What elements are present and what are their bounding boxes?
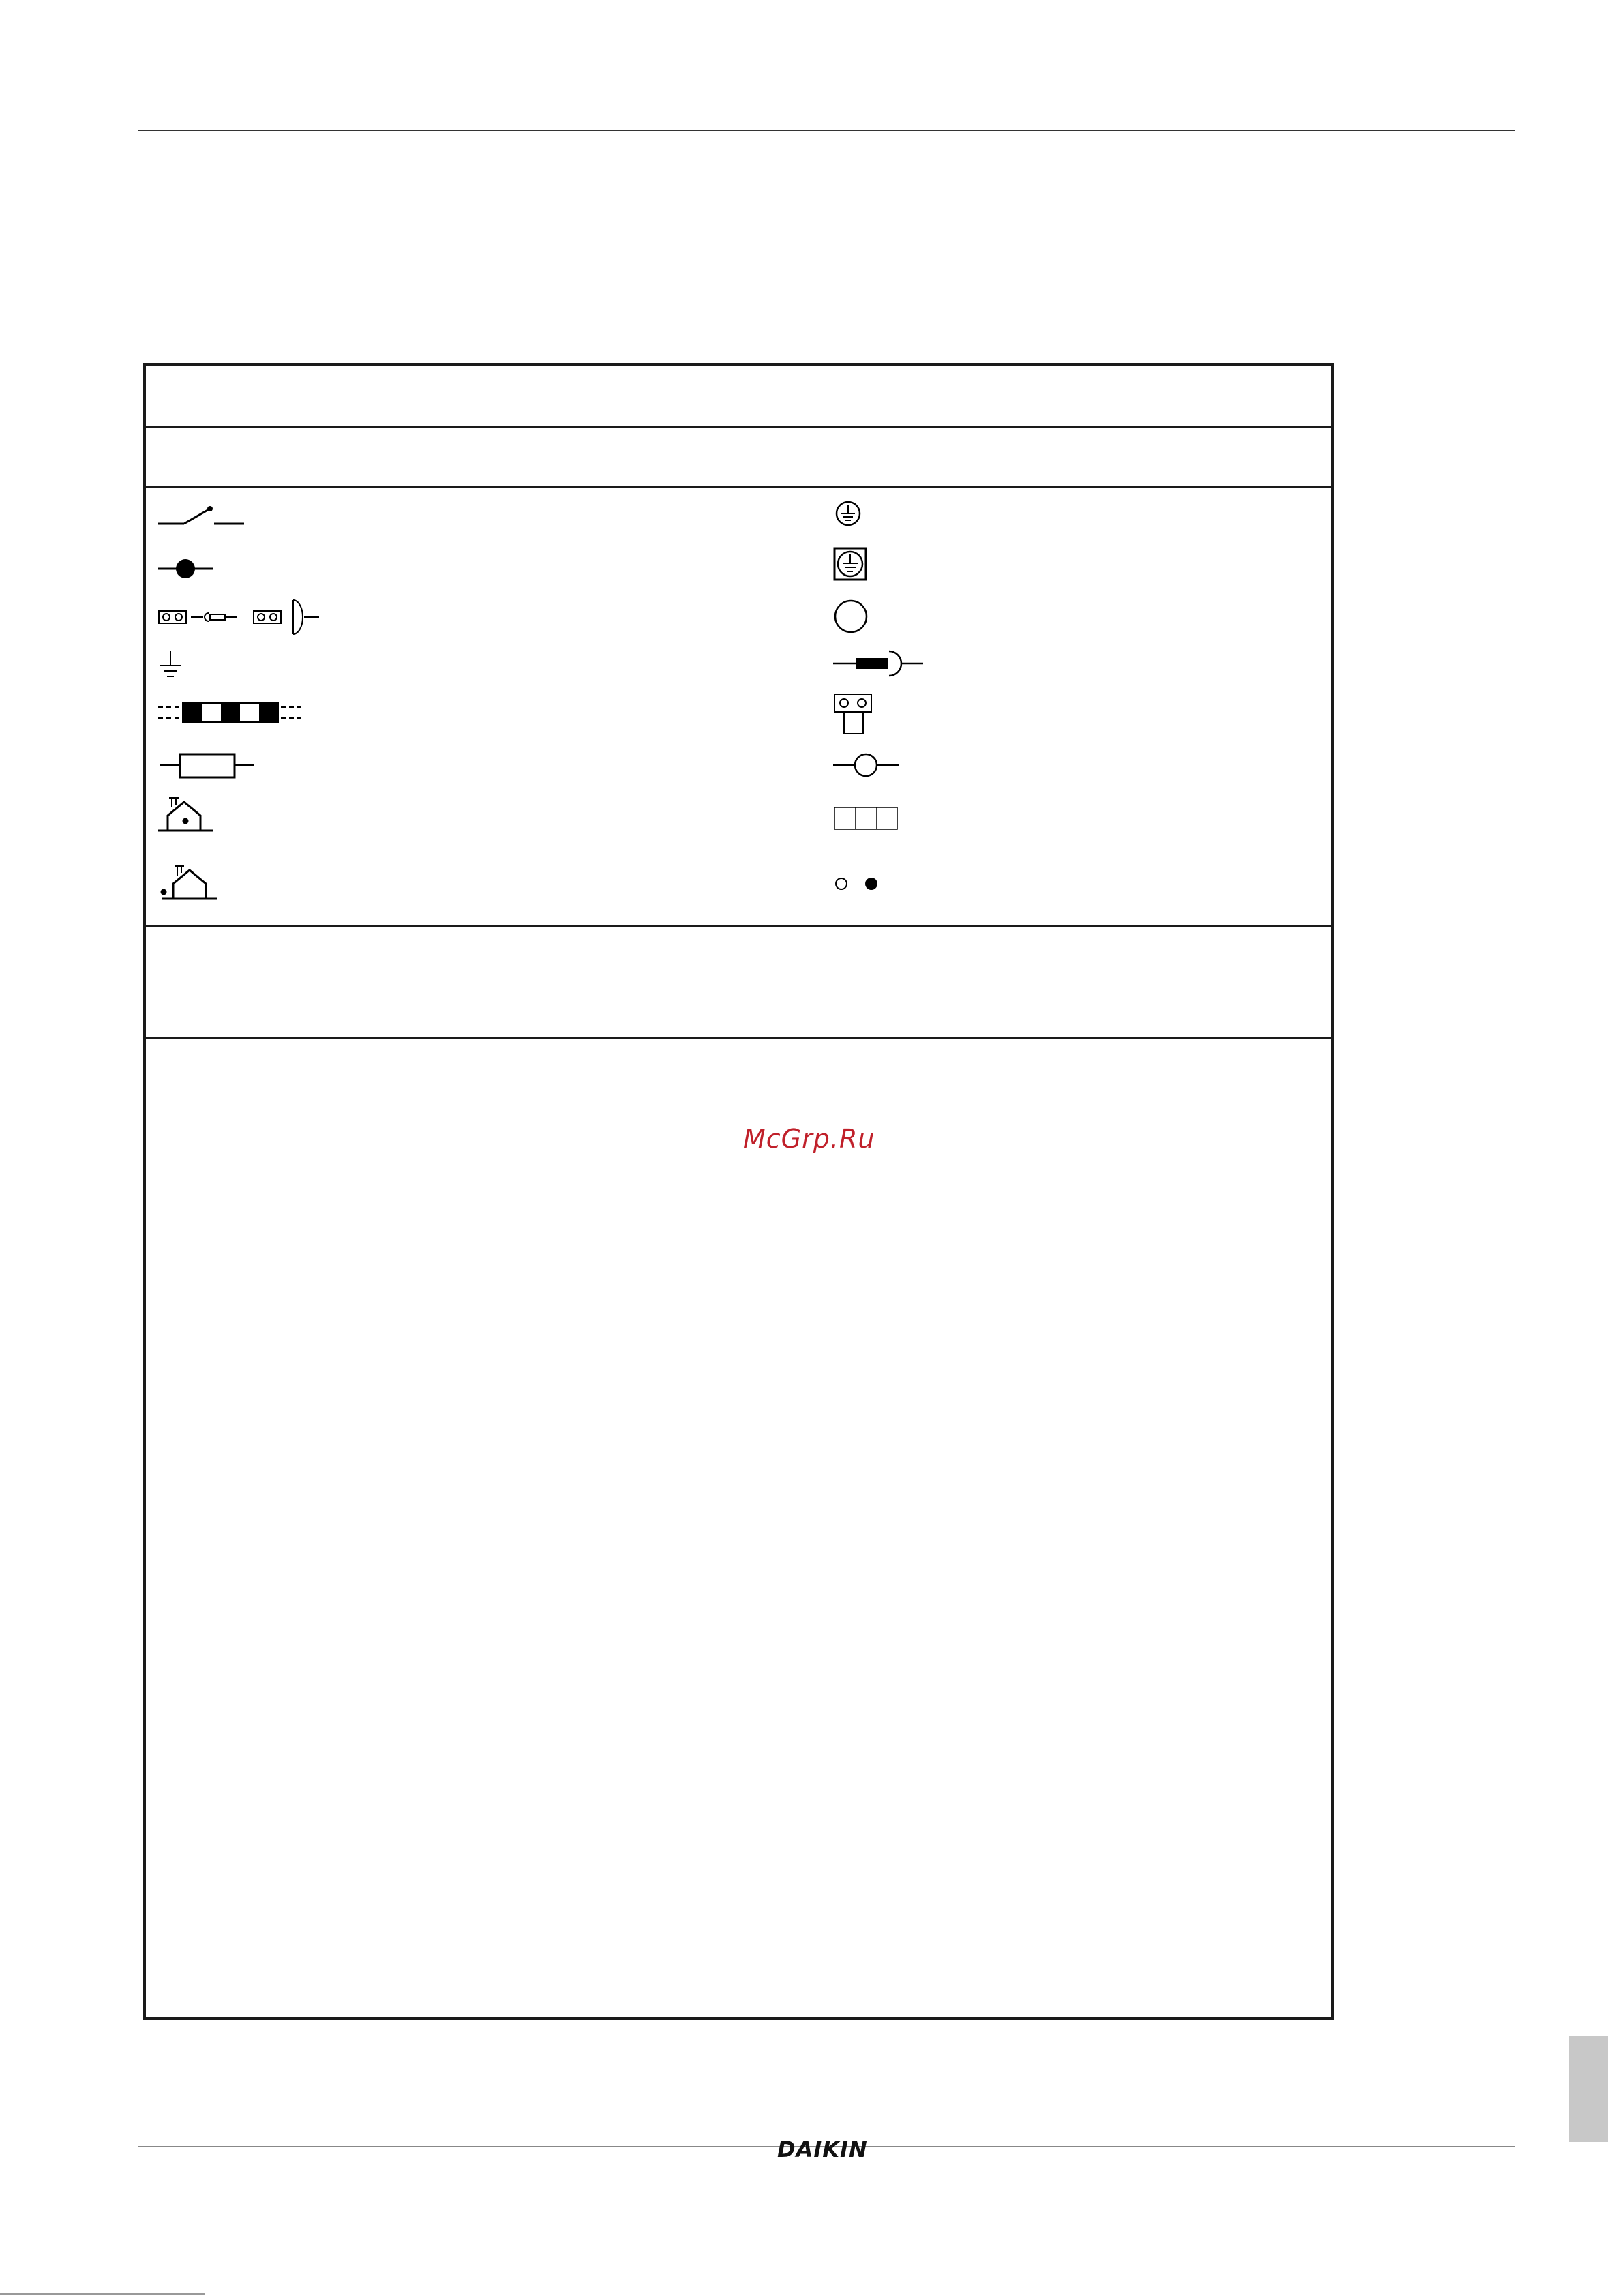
connector-pin-icon (833, 647, 935, 681)
protective-earth-boxed-icon (833, 547, 874, 588)
switch-icon (158, 502, 254, 529)
table-divider (146, 1037, 1331, 1039)
daikin-logo: DAIKIN (777, 2136, 868, 2162)
circle-terminal-icon (833, 749, 908, 783)
table-divider (146, 925, 1331, 927)
table-divider (146, 486, 1331, 488)
earth-ground-icon (158, 651, 192, 685)
fuse-icon (160, 749, 262, 783)
connector-plug-icon (158, 597, 335, 638)
scan-edge-line (0, 2293, 205, 2295)
wiring-legend-table (143, 363, 1334, 2020)
header-rule (138, 130, 1515, 131)
table-divider (146, 426, 1331, 428)
circle-icon (833, 599, 874, 640)
terminal-dot-icon (158, 555, 220, 582)
protective-earth-icon (833, 498, 867, 533)
open-closed-terminal-icon (833, 876, 888, 896)
terminal-connector-icon (833, 693, 881, 741)
terminal-strip-icon (833, 806, 908, 840)
shielded-wire-icon (158, 700, 308, 727)
house-outdoor-icon (158, 863, 226, 904)
chapter-side-tab (1569, 2036, 1608, 2142)
watermark: McGrp.Ru (743, 1124, 875, 1154)
house-indoor-icon (158, 795, 226, 836)
